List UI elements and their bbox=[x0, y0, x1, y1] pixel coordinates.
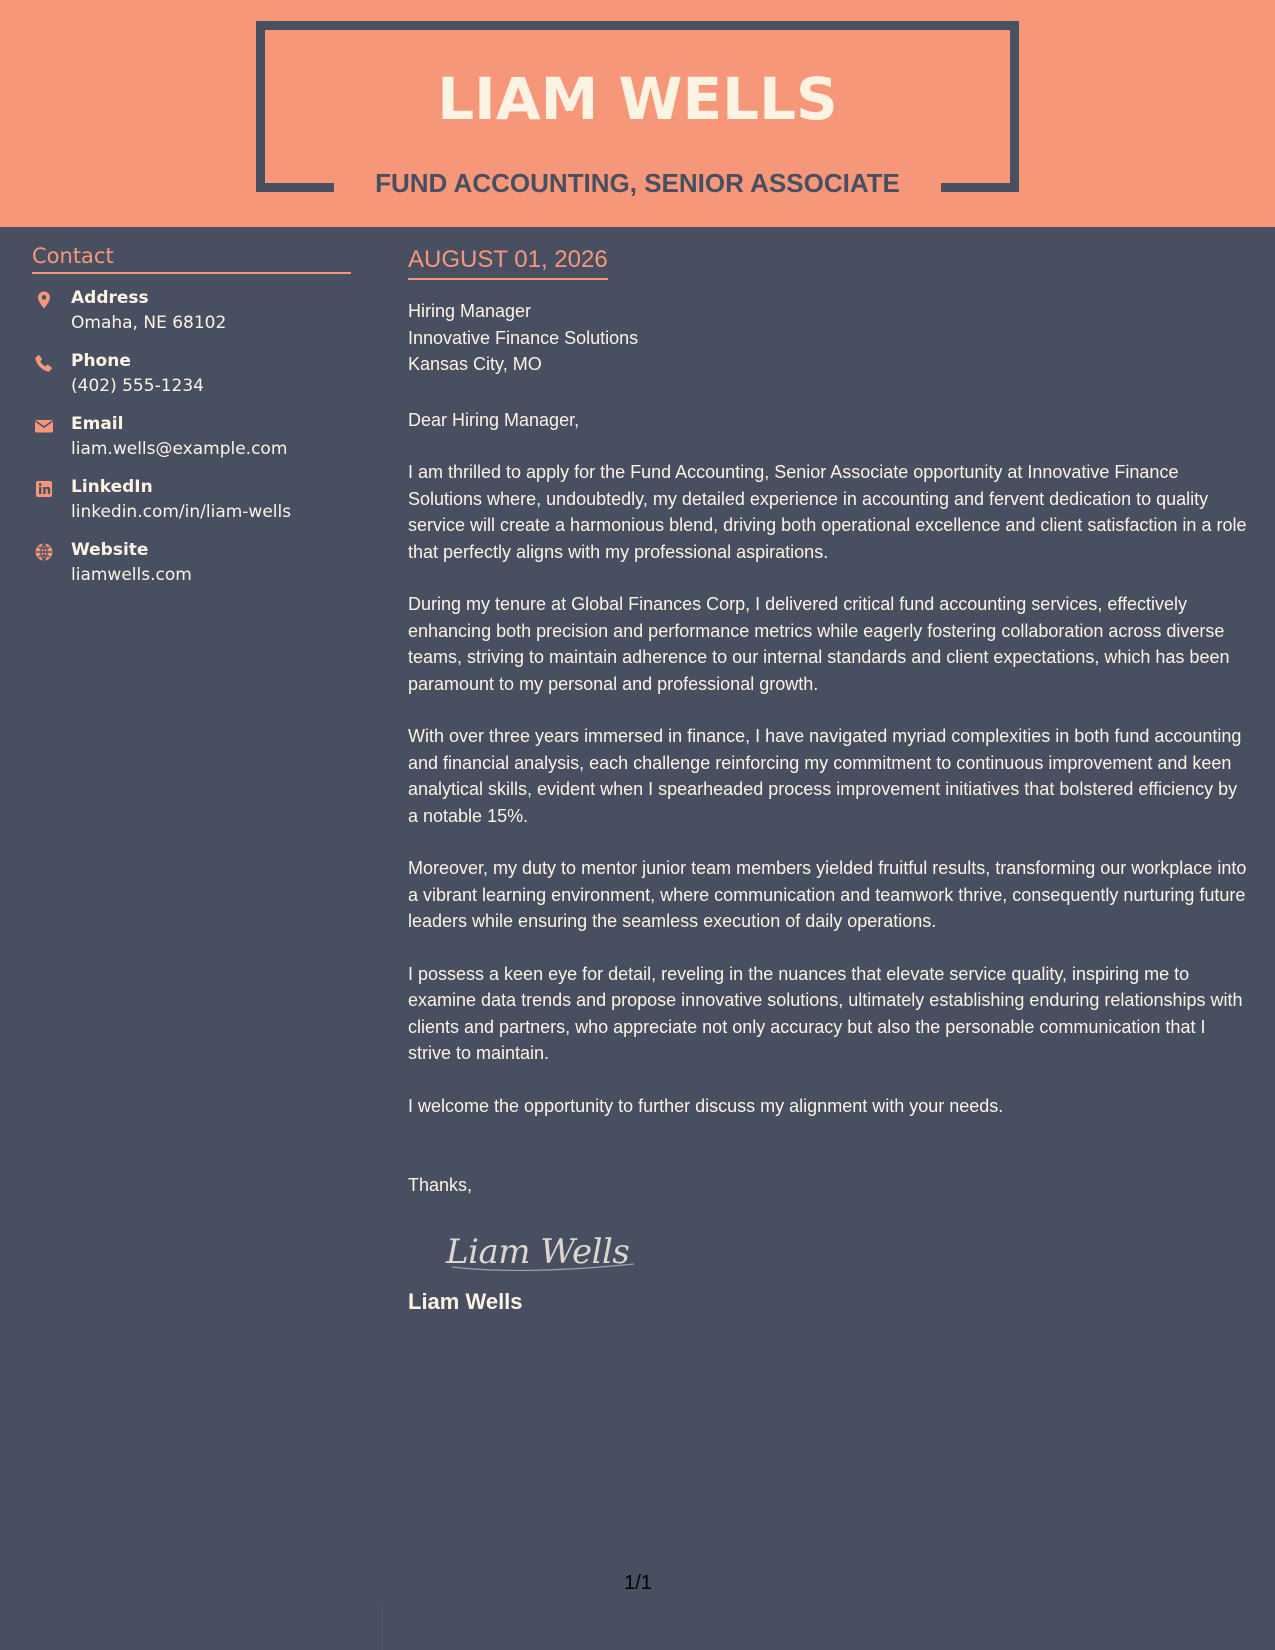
phone-icon bbox=[34, 353, 54, 373]
contact-sidebar bbox=[32, 242, 351, 601]
contact-value: liamwells.com bbox=[71, 565, 192, 585]
letter-body bbox=[408, 244, 1251, 1317]
salutation: Dear Hiring Manager, bbox=[408, 409, 580, 430]
column-divider bbox=[382, 1602, 383, 1650]
letter-paragraph: I welcome the opportunity to further discuss my alignment with your needs. bbox=[408, 1095, 1004, 1116]
signer-name: Liam Wells bbox=[408, 1288, 523, 1314]
letter-paragraph: I am thrilled to apply for the Fund Accounting, Senior Associate opportunity at Innovative Finance Solutions where, undoubtedly, my detailed experience in accounting and fervent dedication to quality service will create a harmonious blend, driving both operational excellence and client satisfaction in a role that perfectly aligns with my professional aspirations. bbox=[408, 462, 1247, 562]
job-title: FUND ACCOUNTING, SENIOR ASSOCIATE bbox=[375, 168, 900, 198]
contact-value: linkedin.com/in/liam-wells bbox=[71, 502, 292, 522]
contact-label: Email bbox=[71, 414, 124, 434]
letter-paragraph: During my tenure at Global Finances Corp, I delivered critical fund accounting services, effectively enhancing both precision and performance metrics while eagerly fostering collaboration across diverse teams, striving to maintain adherence to our internal standards and client expectations, which has been paramount to my personal and professional growth. bbox=[408, 594, 1230, 694]
contact-value: Omaha, NE 68102 bbox=[71, 313, 227, 333]
envelope-icon bbox=[34, 416, 54, 436]
contact-label: Address bbox=[71, 288, 149, 308]
recipient-line: Innovative Finance Solutions bbox=[408, 327, 639, 348]
contact-heading: Contact bbox=[32, 242, 351, 274]
contact-value: (402) 555-1234 bbox=[71, 376, 204, 396]
contact-value: liam.wells@example.com bbox=[71, 439, 288, 459]
applicant-name: LIAM WELLS bbox=[437, 65, 838, 133]
signature-text: Liam Wells bbox=[446, 1231, 630, 1272]
linkedin-icon bbox=[34, 479, 54, 499]
recipient-line: Kansas City, MO bbox=[408, 354, 542, 374]
header-banner bbox=[0, 0, 1275, 227]
handwritten-signature bbox=[444, 1217, 1251, 1281]
header-frame-bottom-right bbox=[941, 183, 1019, 192]
header-frame-bottom-left bbox=[256, 183, 334, 192]
letter-paragraph: I possess a keen eye for detail, reveling in the nuances that elevate service quality, inspiring me to examine data trends and propose innovative solutions, ultimately establishing enduring relationships with clients and partners, who appreciate not only accuracy but also the personable communication that I strive to maintain. bbox=[408, 963, 1243, 1063]
contact-item-email bbox=[32, 412, 351, 462]
map-pin-icon bbox=[34, 290, 54, 310]
contact-item-website bbox=[32, 538, 351, 588]
page-number: 1/1 bbox=[624, 1572, 652, 1594]
letter-paragraph: With over three years immersed in finance, I have navigated myriad complexities in both fund accounting and financial analysis, each challenge reinforcing my commitment to continuous improvement and keen analytical skills, evident when I spearheaded process improvement initiatives that bolstered efficiency by a notable 15%. bbox=[408, 726, 1242, 826]
contact-label: LinkedIn bbox=[71, 477, 153, 497]
contact-label: Website bbox=[71, 540, 149, 560]
contact-label: Phone bbox=[71, 351, 131, 371]
closing: Thanks, bbox=[408, 1175, 473, 1195]
letter-date: AUGUST 01, 2026 bbox=[408, 244, 608, 280]
contact-item-address bbox=[32, 286, 351, 336]
contact-item-linkedin bbox=[32, 475, 351, 525]
recipient-line: Hiring Manager bbox=[408, 301, 532, 321]
svg-text:Liam Wells bbox=[445, 1232, 629, 1272]
contact-item-phone bbox=[32, 349, 351, 399]
letter-paragraph: Moreover, my duty to mentor junior team members yielded fruitful results, transforming our workplace into a vibrant learning environment, where communication and teamwork thrive, consequently nurturing future leaders while ensuring the seamless execution of daily operations. bbox=[408, 858, 1247, 931]
globe-icon bbox=[34, 542, 54, 562]
header-frame-top bbox=[256, 21, 1019, 30]
recipient-block bbox=[408, 298, 1251, 378]
